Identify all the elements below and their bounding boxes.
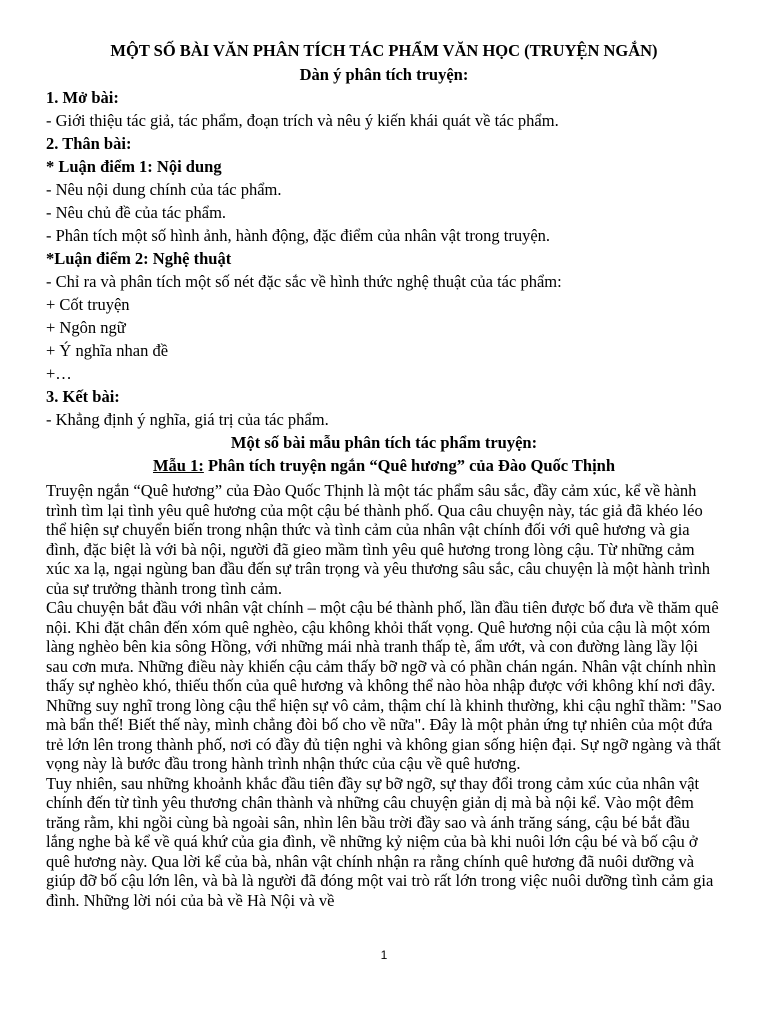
- essay-paragraph: Câu chuyện bắt đầu với nhân vật chính – một cậu bé thành phố, lần đầu tiên được bố đưa về thăm quê nội. Khi đặt chân đến xóm quê nghèo, cậu không khỏi thất vọng. Quê hương nội của cậu là một xóm làng nghèo bên kia sông Hồng, với những mái nhà tranh thấp tè, ẩm ướt, và con đường làng lầy lội sau cơn mưa. Những điều này khiến cậu cảm thấy bỡ ngỡ và có phần chán ngán. Nhân vật chính nhìn thấy sự nghèo khó, thiếu thốn của quê hương và không thể nào hòa nhập được với không khí nơi đây. Những suy nghĩ trong lòng cậu thể hiện sự vô cảm, thậm chí là khinh thường, khi cậu nghĩ thầm: "Sao mà bẩn thế! Biết thế này, mình chẳng đòi bố cho về nữa". Đây là một phản ứng tự nhiên của một đứa trẻ lớn lên trong thành phố, nơi có đầy đủ tiện nghi và không gian sống hiện đại. Sự ngỡ ngàng và thất vọng này là bước đầu trong hành trình nhận thức của cậu về quê hương.: [46, 598, 722, 773]
- outline-list: [46, 86, 722, 431]
- outline-item: - Phân tích một số hình ảnh, hành động, đặc điểm của nhân vật trong truyện.: [46, 226, 551, 245]
- outline-item: * Luận điểm 1: Nội dung: [46, 157, 222, 176]
- outline-item: 2. Thân bài:: [46, 134, 132, 153]
- outline-item: + Cốt truyện: [46, 295, 130, 314]
- essay-paragraph: Truyện ngắn “Quê hương” của Đào Quốc Thịnh là một tác phẩm sâu sắc, đầy cảm xúc, kể về hành trình tìm lại tình yêu quê hương của một cậu bé thành phố. Qua câu chuyện này, tác giả đã khéo léo thể hiện sự chuyển biến trong nhận thức và tình cảm của nhân vật chính đối với quê hương và gia đình, đặc biệt là với bà nội, người đã gieo mầm tình yêu quê hương trong lòng cậu. Từ những cảm xúc xa lạ, ngại ngùng ban đầu đến sự trân trọng và yêu thương sâu sắc, câu chuyện là một hành trình của sự trưởng thành trong tình cảm.: [46, 481, 710, 598]
- outline-item: 1. Mở bài:: [46, 88, 119, 107]
- essay-paragraph: Tuy nhiên, sau những khoảnh khắc đầu tiên đầy sự bỡ ngỡ, sự thay đổi trong cảm xúc của nhân vật chính đến từ tình yêu thương chân thành và những câu chuyện giản dị mà bà nội kể. Vào một đêm trăng rằm, khi ngồi cùng bà ngoài sân, nhìn lên bầu trời đầy sao và ánh trăng sáng, cậu bé bắt đầu lắng nghe bà kể về quá khứ của gia đình, về những kỷ niệm của bà khi nuôi lớn cậu bé và bố cậu ở quê hương này. Qua lời kể của bà, nhân vật chính nhận ra rằng chính quê hương đã nuôi dưỡng và giúp đỡ bố cậu lớn lên, và bà là người đã đóng một vai trò rất lớn trong việc nuôi dưỡng tình cảm gia đình. Những lời nói của bà về Hà Nội và về: [46, 773, 714, 910]
- samples-heading: Một số bài mẫu phân tích tác phẩm truyện:: [230, 433, 538, 452]
- outline-item: +…: [46, 364, 72, 383]
- outline-item: + Ý nghĩa nhan đề: [46, 341, 169, 360]
- document-page: [46, 40, 722, 910]
- document-title: MỘT SỐ BÀI VĂN PHÂN TÍCH TÁC PHẨM VĂN HỌC (TRUYỆN NGẮN): [110, 41, 658, 60]
- outline-item: - Khẳng định ý nghĩa, giá trị của tác phẩm.: [46, 410, 329, 429]
- sample-label: Mẫu 1:: [152, 456, 204, 475]
- outline-item: *Luận điểm 2: Nghệ thuật: [46, 249, 232, 268]
- outline-item: - Nêu nội dung chính của tác phẩm.: [46, 180, 282, 199]
- sample-title: [46, 454, 722, 477]
- outline-item: 3. Kết bài:: [46, 387, 120, 406]
- outline-heading: Dàn ý phân tích truyện:: [299, 65, 469, 84]
- sample-title-text: Phân tích truyện ngắn “Quê hương” của Đào Quốc Thịnh: [203, 456, 616, 475]
- outline-item: - Chỉ ra và phân tích một số nét đặc sắc về hình thức nghệ thuật của tác phẩm:: [46, 272, 562, 291]
- page-number: 1: [380, 948, 388, 962]
- outline-item: - Giới thiệu tác giả, tác phẩm, đoạn trích và nêu ý kiến khái quát về tác phẩm.: [46, 111, 559, 130]
- essay-body: [46, 481, 722, 910]
- outline-item: - Nêu chủ đề của tác phẩm.: [46, 203, 227, 222]
- outline-item: + Ngôn ngữ: [46, 318, 126, 337]
